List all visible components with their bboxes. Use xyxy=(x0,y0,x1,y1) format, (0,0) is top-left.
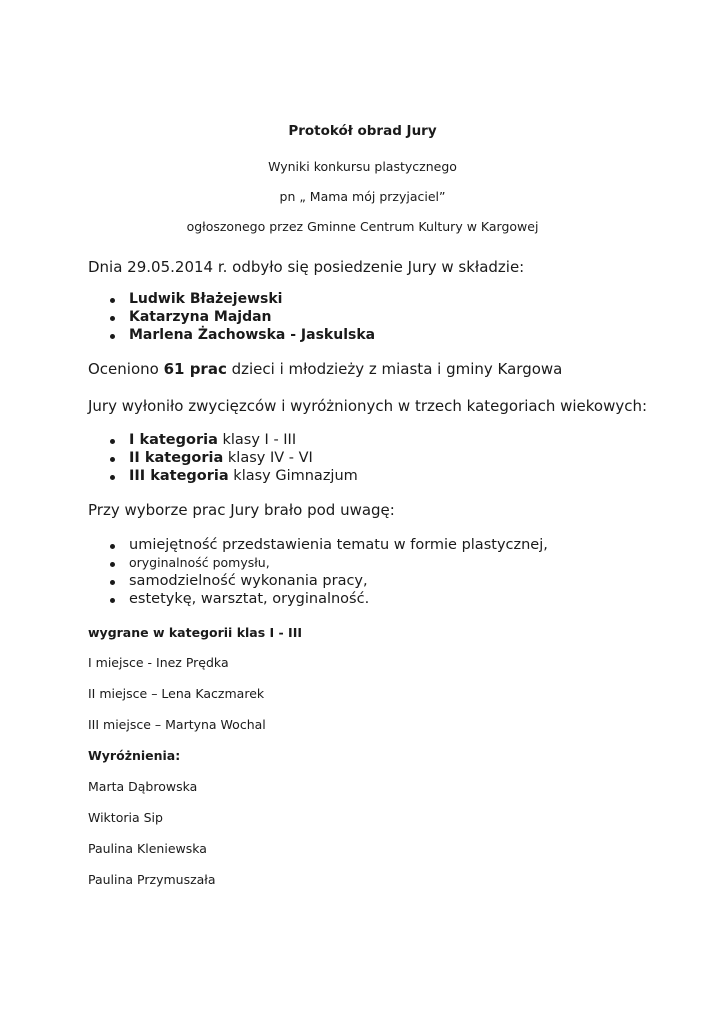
subtitle-contest-name: pn „ Mama mój przyjaciel” xyxy=(279,189,446,204)
evaluated-suffix: dzieci i młodzieży z miasta i gminy Kargowa xyxy=(226,360,563,378)
criterion-item: umiejętność przedstawienia tematu w formie plastycznej, xyxy=(105,536,548,554)
meeting-statement: Dnia 29.05.2014 r. odbyło się posiedzenie Jury w składzie: xyxy=(88,258,525,276)
jury-list xyxy=(105,290,375,344)
category-item xyxy=(105,449,358,467)
honors-heading: Wyróżnienia: xyxy=(88,748,181,763)
category-name: II kategoria xyxy=(129,450,224,466)
subtitle-contest: Wyniki konkursu plastycznego xyxy=(268,159,457,174)
subtitle-organizer: ogłoszonego przez Gminne Centrum Kultury w Kargowej xyxy=(186,219,539,234)
honor-item: Marta Dąbrowska xyxy=(88,779,198,794)
jury-member: Marlena Żachowska - Jaskulska xyxy=(105,326,375,344)
category-name: III kategoria xyxy=(129,468,229,484)
evaluated-statement xyxy=(88,360,562,378)
category-list xyxy=(105,431,358,485)
honor-item: Paulina Kleniewska xyxy=(88,841,207,856)
criteria-intro: Przy wyborze prac Jury brało pod uwagę: xyxy=(88,501,395,519)
category-name: I kategoria xyxy=(129,432,218,448)
category-desc: klasy Gimnazjum xyxy=(228,468,358,484)
category-desc: klasy IV - VI xyxy=(223,450,313,466)
honor-item: Paulina Przymuszała xyxy=(88,872,216,887)
jury-member: Katarzyna Majdan xyxy=(105,308,375,326)
jury-member: Ludwik Błażejewski xyxy=(105,290,375,308)
category-item xyxy=(105,467,358,485)
selection-intro: Jury wyłoniło zwycięzców i wyróżnionych w trzech kategoriach wiekowych: xyxy=(88,397,648,415)
evaluated-count: 61 prac xyxy=(163,360,227,378)
winner-third: III miejsce – Martyna Wochal xyxy=(88,717,266,732)
criteria-list xyxy=(105,536,548,608)
winner-second: II miejsce – Lena Kaczmarek xyxy=(88,686,265,701)
category-item xyxy=(105,431,358,449)
criterion-item: samodzielność wykonania pracy, xyxy=(105,572,548,590)
winner-first: I miejsce - Inez Prędka xyxy=(88,655,229,670)
document-title: Protokół obrad Jury xyxy=(288,123,437,139)
evaluated-prefix: Oceniono xyxy=(88,360,164,378)
criterion-item: estetykę, warsztat, oryginalność. xyxy=(105,590,548,608)
criterion-item: oryginalność pomysłu, xyxy=(105,554,548,572)
winners-heading: wygrane w kategorii klas I - III xyxy=(88,625,303,640)
honor-item: Wiktoria Sip xyxy=(88,810,163,825)
category-desc: klasy I - III xyxy=(217,432,297,448)
